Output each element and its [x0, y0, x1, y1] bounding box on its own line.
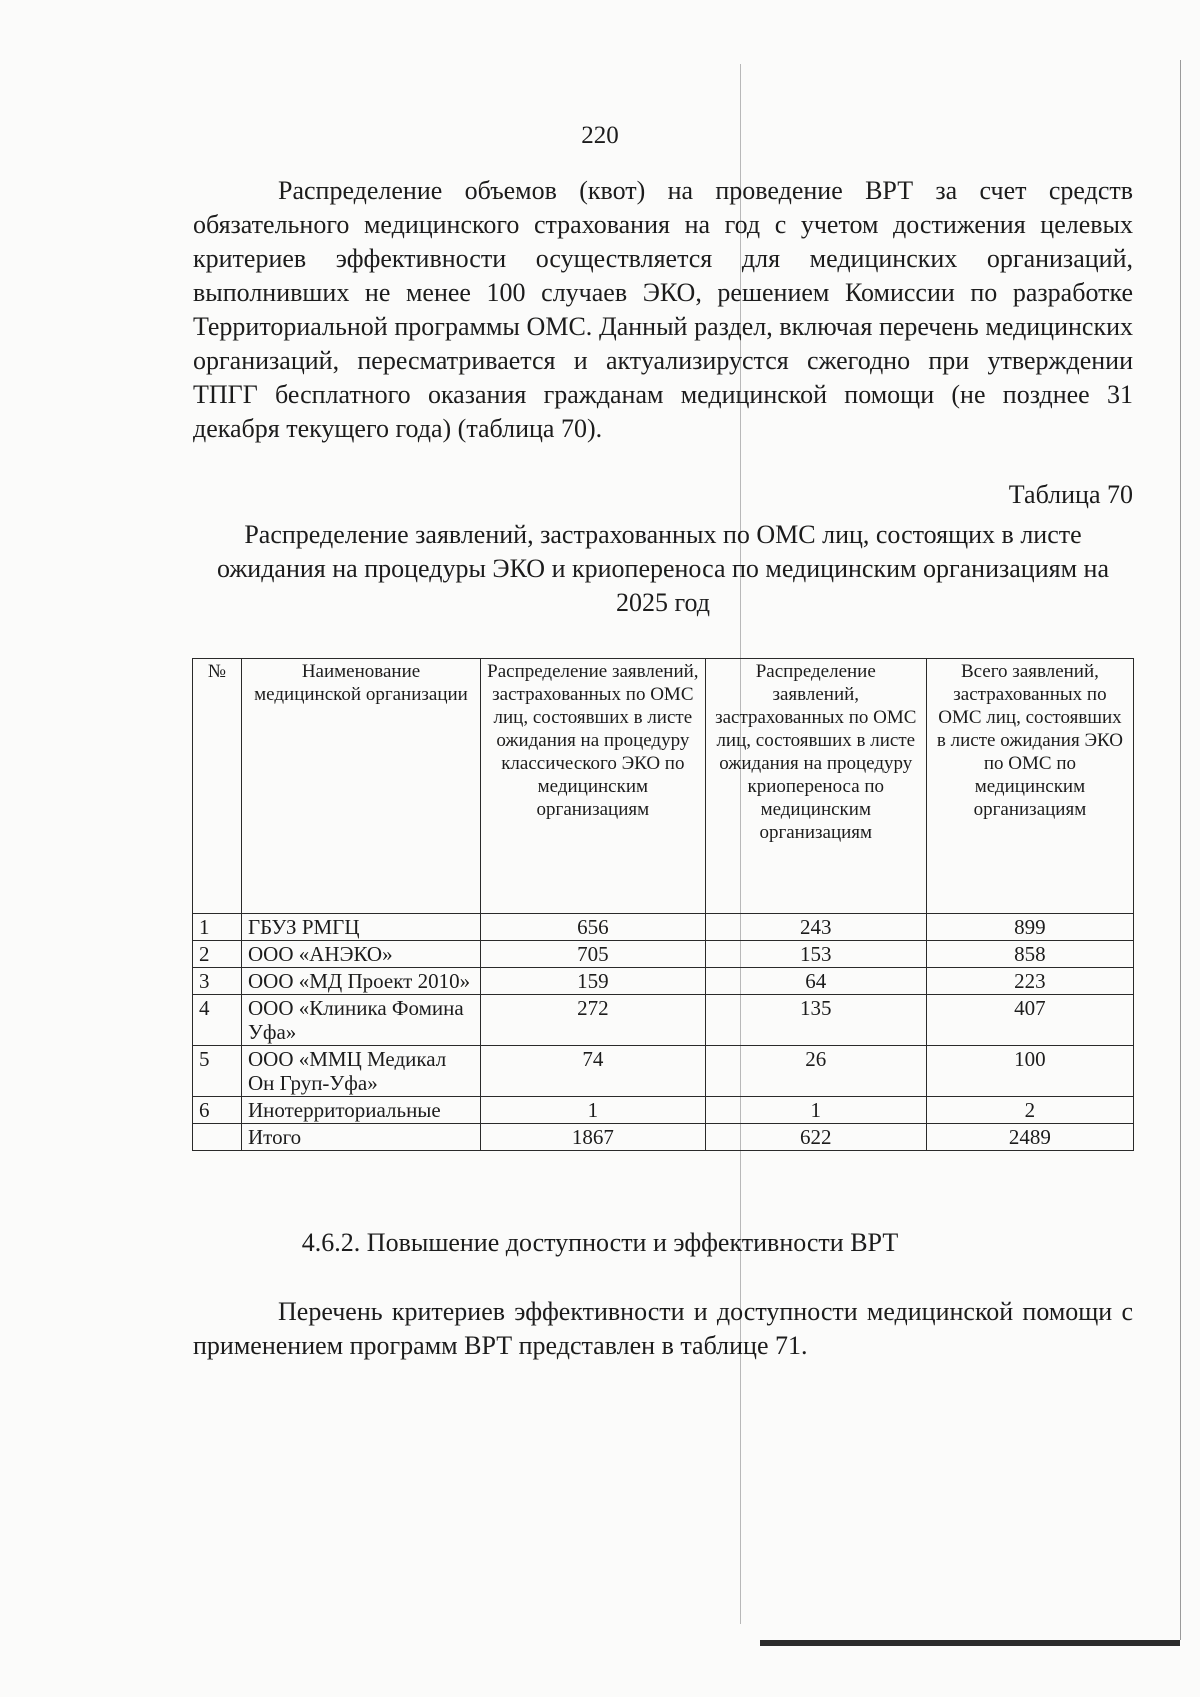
header-number: № [193, 659, 242, 914]
subsection-heading: 4.6.2. Повышение доступности и эффективности ВРТ [301, 1228, 899, 1257]
row-cryo: 153 [705, 941, 926, 968]
row-total: 2489 [926, 1124, 1133, 1151]
row-organization: ГБУЗ РМГЦ [242, 914, 481, 941]
row-number: 1 [193, 914, 242, 941]
page-number: 220 [581, 122, 619, 149]
scan-edge-bar [760, 1640, 1180, 1646]
row-eco: 705 [481, 941, 706, 968]
table-row [193, 1046, 1134, 1097]
row-cryo: 135 [705, 995, 926, 1046]
row-cryo: 622 [705, 1124, 926, 1151]
header-total: Всего заявлений, застрахованных по ОМС лиц, состоявших в листе ожидания ЭКО по ОМС по медицинским организациям [926, 659, 1133, 914]
row-total: 858 [926, 941, 1133, 968]
table-total-row [193, 1124, 1134, 1151]
row-organization: Инотерриториальные [242, 1097, 481, 1124]
row-number: 3 [193, 968, 242, 995]
row-eco: 74 [481, 1046, 706, 1097]
header-cryo: Распределение заявлений, застрахованных по ОМС лиц, состоявших в листе ожидания на процедуру криопереноса по медицинским организациям [705, 659, 926, 914]
row-eco: 159 [481, 968, 706, 995]
row-cryo: 243 [705, 914, 926, 941]
distribution-table [192, 658, 1134, 1151]
row-total: 407 [926, 995, 1133, 1046]
table-row [193, 968, 1134, 995]
row-number: 5 [193, 1046, 242, 1097]
row-number: 4 [193, 995, 242, 1046]
table-header-row [193, 659, 1134, 914]
row-eco: 272 [481, 995, 706, 1046]
row-organization: ООО «ММЦ Медикал Он Груп-Уфа» [242, 1046, 481, 1097]
row-cryo: 26 [705, 1046, 926, 1097]
intro-paragraph: Распределение объемов (квот) на проведение ВРТ за счет средств обязательного медицинского страхования на год с учетом достижения целевых критериев эффективности осуществляется для медицинских организаций, выполнивших не менее 100 случаев ЭКО, решением Комиссии по разработке Территориальной программы ОМС. Данный раздел, включая перечень медицинских организаций, пересматривается и актуализирустся сжегодно при утверждении ТПГГ бесплатного оказания гражданам медицинской помощи (не позднее 31 декабря текущего года) (таблица 70). [193, 176, 1133, 443]
row-number [193, 1124, 242, 1151]
row-organization: ООО «АНЭКО» [242, 941, 481, 968]
table-row [193, 941, 1134, 968]
page-edge-line [1180, 60, 1181, 1640]
table-row [193, 1097, 1134, 1124]
row-organization: Итого [242, 1124, 481, 1151]
row-eco: 1867 [481, 1124, 706, 1151]
row-total: 2 [926, 1097, 1133, 1124]
row-cryo: 64 [705, 968, 926, 995]
row-total: 223 [926, 968, 1133, 995]
closing-paragraph: Перечень критериев эффективности и доступности медицинской помощи с применением программ ВРТ представлен в таблице 71. [193, 1297, 1133, 1360]
table-row [193, 914, 1134, 941]
row-number: 2 [193, 941, 242, 968]
header-organization: Наименование медицинской организации [242, 659, 481, 914]
table-label: Таблица 70 [1008, 480, 1133, 509]
row-organization: ООО «Клиника Фомина Уфа» [242, 995, 481, 1046]
header-eco: Распределение заявлений, застрахованных по ОМС лиц, состоявших в листе ожидания на процедуру классического ЭКО по медицинским организациям [481, 659, 706, 914]
table-title: Распределение заявлений, застрахованных по ОМС лиц, состоящих в листе ожидания на процедуры ЭКО и криопереноса по медицинским организациям на 2025 год [216, 520, 1110, 617]
row-total: 100 [926, 1046, 1133, 1097]
table-row [193, 995, 1134, 1046]
row-number: 6 [193, 1097, 242, 1124]
row-cryo: 1 [705, 1097, 926, 1124]
row-total: 899 [926, 914, 1133, 941]
row-eco: 656 [481, 914, 706, 941]
row-eco: 1 [481, 1097, 706, 1124]
row-organization: ООО «МД Проект 2010» [242, 968, 481, 995]
